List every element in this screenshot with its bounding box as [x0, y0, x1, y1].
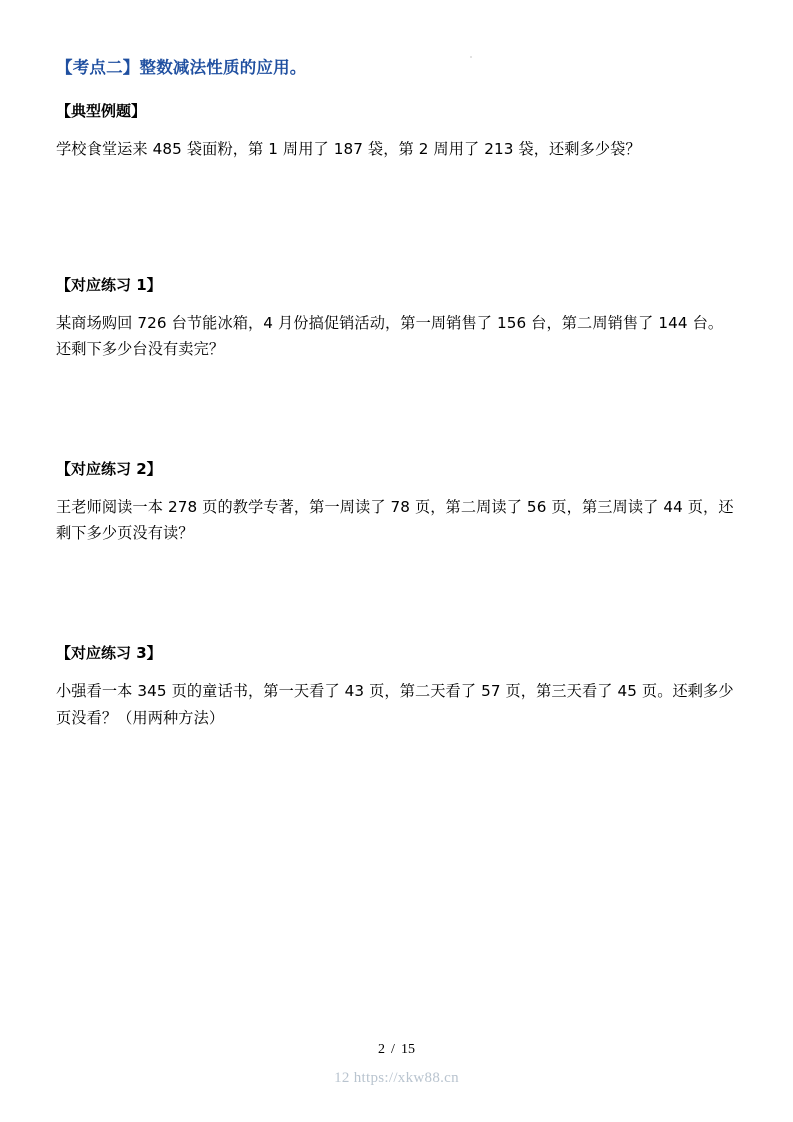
page-number [0, 1042, 793, 1058]
answer-space-practice-1 [56, 363, 737, 459]
exercise-block-practice-3 [56, 643, 737, 827]
question-text-practice-2: 王老师阅读一本 278 页的教学专著，第一周读了 78 页，第二周读了 56 页，第三周读了 44 页，还剩下多少页没有读？ [56, 497, 734, 543]
page-number-total: 15 [400, 1042, 415, 1057]
block-label-practice-2: 【对应练习 2】 [56, 459, 162, 478]
answer-space-example [56, 163, 737, 275]
stray-dot-mark [470, 56, 472, 58]
exercise-block-practice-1 [56, 275, 737, 459]
block-label-example: 【典型例题】 [56, 102, 147, 121]
page-number-current: 2 [378, 1042, 386, 1057]
block-label-practice-1: 【对应练习 1】 [56, 275, 162, 294]
question-text-practice-1: 某商场购回 726 台节能冰箱，4 月份搞促销活动，第一周销售了 156 台，第二周销售了 144 台。还剩下多少台没有卖完？ [56, 313, 724, 359]
answer-space-practice-3 [56, 731, 737, 827]
watermark: 12 https://xkw88.cn [334, 1070, 459, 1086]
page-number-separator: / [391, 1042, 395, 1057]
block-label-practice-3: 【对应练习 3】 [56, 644, 162, 663]
page-title: 【考点二】整数减法性质的应用。 [56, 58, 307, 77]
question-text-practice-3: 小强看一本 345 页的童话书，第一天看了 43 页，第二天看了 57 页，第三天看了 45 页。还剩多少页没看？（用两种方法） [56, 682, 734, 727]
answer-space-practice-2 [56, 547, 737, 643]
exercise-block-practice-2 [56, 459, 737, 643]
exercise-block-example [56, 101, 737, 275]
question-text-example: 学校食堂运来 485 袋面粉，第 1 周用了 187 袋，第 2 周用了 213 袋，还剩多少袋？ [56, 140, 641, 159]
